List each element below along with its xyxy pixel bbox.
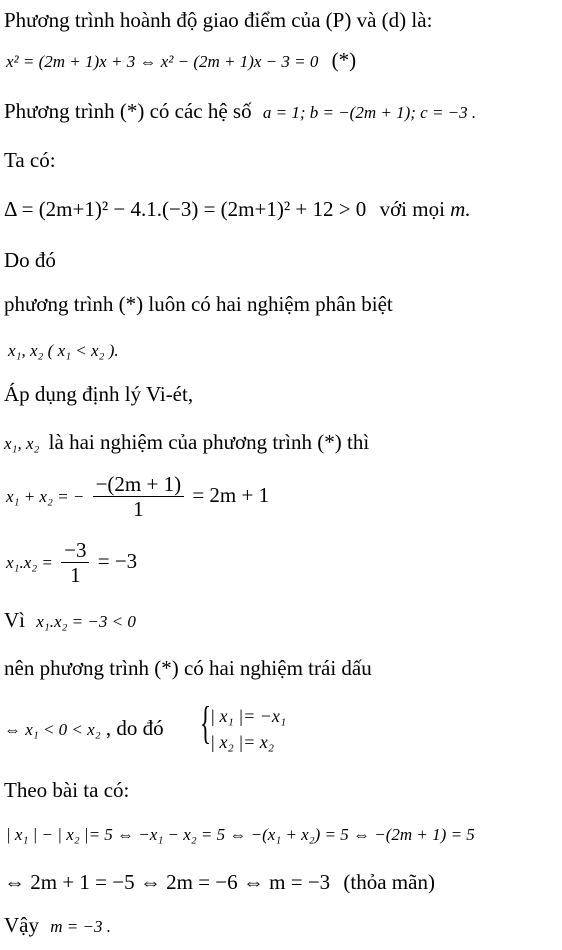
product-right: = −3: [97, 548, 138, 573]
line-vieta-intro: Áp dụng định lý Vi-ét,: [4, 382, 194, 406]
line-opposite-signs: nên phương trình (*) có hai nghiệm trái dấu: [4, 656, 372, 680]
line-absolute-difference: | x₁ | − | x₂ |= 5 ⇔ −x₁ − x₂ = 5 ⇔ −(x₁ + x₂) = 5 ⇔ −(2m + 1) = 5: [6, 825, 475, 844]
final-label: Vậy: [4, 913, 39, 937]
product-negative-eq: x₁.x₂ = −3 < 0: [36, 612, 136, 631]
sum-denominator: 1: [133, 497, 144, 521]
line-solve-m: [4, 872, 435, 893]
for-all-label: với mọi: [379, 197, 445, 221]
solve-m-eq: ⇔ 2m + 1 = −5 ⇔ 2m = −6 ⇔ m = −3: [4, 870, 331, 894]
system-brace: {: [200, 697, 212, 748]
system-row-2: | x₂ |= x₂: [210, 732, 275, 752]
line-roots-order: x₁, x₂ ( x₁ < x₂ ).: [8, 341, 119, 360]
product-numerator: −3: [61, 540, 89, 563]
line-final-answer: [4, 915, 111, 936]
line-product-negative: [4, 610, 136, 631]
line-quadratic-equation: [6, 50, 356, 71]
system-row-1: | x₁ |= −x₁: [210, 706, 287, 726]
sum-left: x₁ + x₂ = −: [6, 486, 85, 506]
final-answer: m = −3 .: [50, 917, 111, 936]
line-coefficients: [4, 101, 476, 122]
discriminant-expression: Δ = (2m+1)² − 4.1.(−3) = (2m+1)² + 12 > 0: [4, 197, 367, 221]
vi-label: Vì: [4, 608, 25, 632]
line-do-do: Do đó: [4, 248, 56, 272]
line-intersection-equation-intro: Phương trình hoành độ giao điểm của (P) và (d) là:: [4, 8, 433, 32]
sum-numerator: −(2m + 1): [93, 474, 185, 497]
line-two-distinct-roots: phương trình (*) luôn có hai nghiệm phân biệt: [4, 292, 393, 316]
quadratic-equation: x² = (2m + 1)x + 3 ⇔ x² − (2m + 1)x − 3 = 0: [6, 52, 319, 71]
line-discriminant: [4, 199, 471, 220]
coefficients-values: a = 1; b = −(2m + 1); c = −3 .: [262, 103, 477, 122]
product-fraction: [61, 540, 89, 586]
sum-fraction: [93, 474, 185, 520]
satisfied-note: (thỏa mãn): [343, 870, 435, 894]
sum-right: = 2m + 1: [192, 482, 270, 507]
equation-tag: (*): [331, 48, 357, 72]
sign-inequality: ⇔ x₁ < 0 < x₂: [4, 720, 101, 739]
coefficients-label: Phương trình (*) có các hệ số: [4, 99, 252, 123]
line-sign-conclusion: [4, 718, 164, 739]
line-roots-of-equation: [4, 432, 369, 453]
line-product-of-roots: [6, 540, 137, 586]
line-theo-bai: Theo bài ta có:: [4, 778, 130, 802]
roots-vars: x₁, x₂: [4, 434, 40, 453]
line-ta-co: Ta có:: [4, 148, 56, 172]
sign-text: , do đó: [105, 716, 164, 740]
variable-m: m.: [450, 197, 471, 221]
product-denominator: 1: [70, 563, 81, 587]
roots-text: là hai nghiệm của phương trình (*) thì: [48, 430, 370, 454]
line-sum-of-roots: [6, 474, 269, 520]
product-left: x₁.x₂ =: [6, 552, 53, 572]
